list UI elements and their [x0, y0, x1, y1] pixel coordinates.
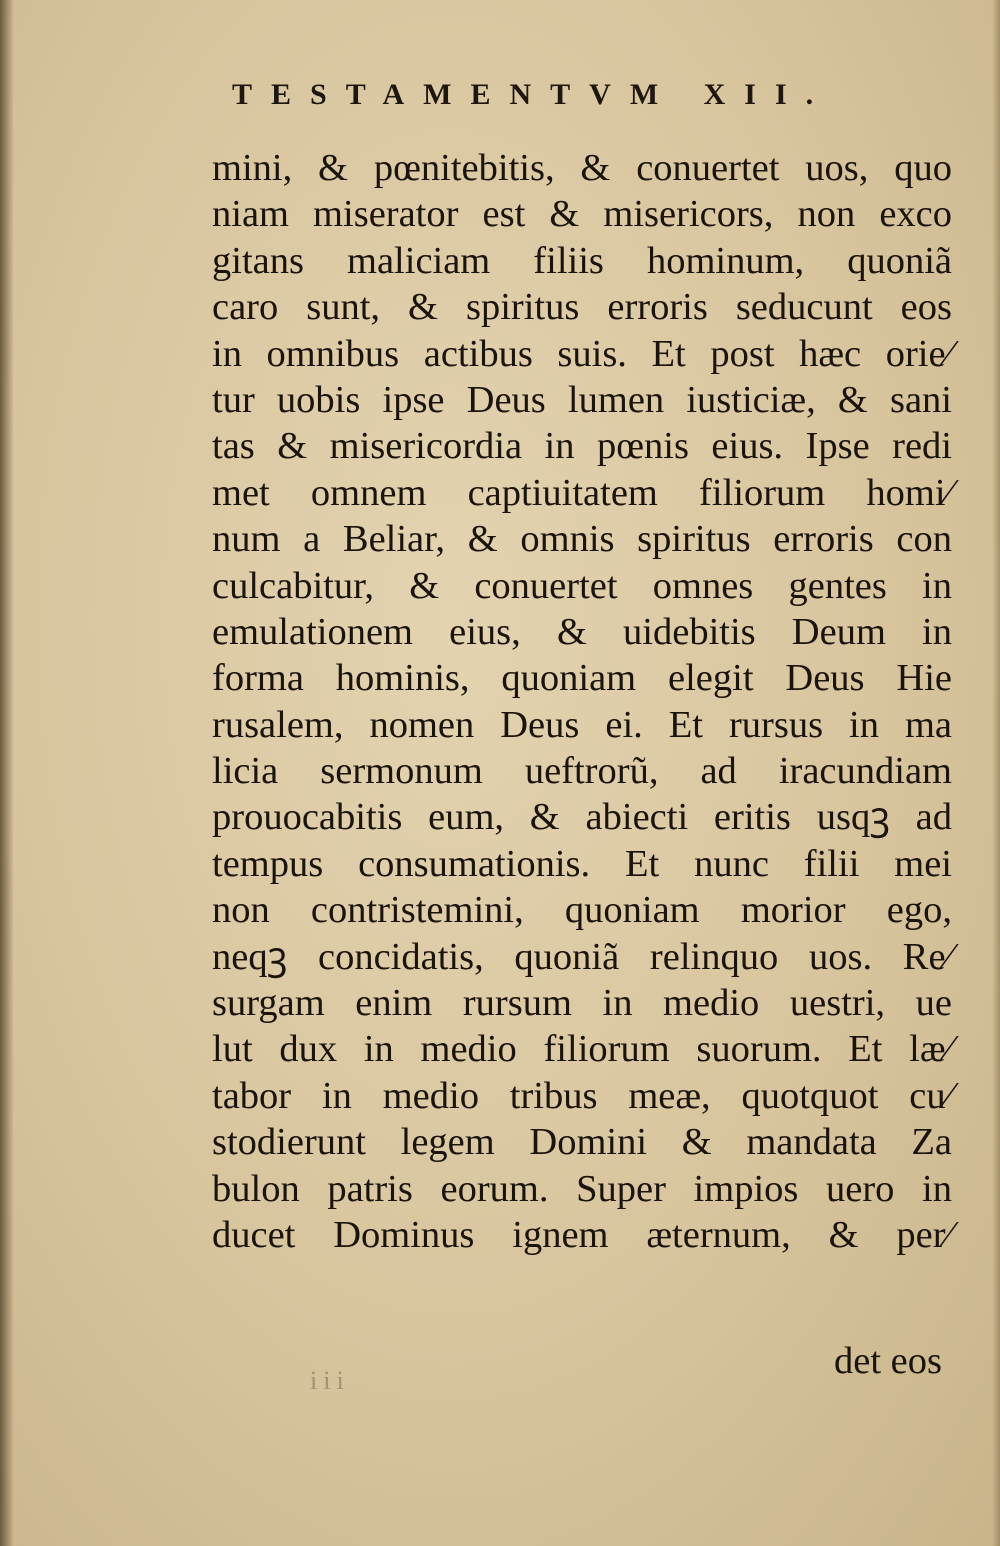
- binding-shadow: [0, 0, 14, 1546]
- text-line: stodierunt legem Domini & mandata Za: [212, 1121, 952, 1164]
- text-line: emulationem eius, & uidebitis Deum in: [212, 610, 952, 653]
- text-line: ducet Dominus ignem æternum, & per⁄: [212, 1213, 952, 1256]
- text-line: mini, & pœnitebitis, & conuertet uos, quo: [212, 147, 952, 189]
- catchword: det eos: [834, 1340, 942, 1382]
- text-line: rusalem, nomen Deus ei. Et rursus in ma: [212, 703, 952, 746]
- text-line: forma hominis, quoniam elegit Deus Hie: [212, 657, 952, 700]
- text-line: non contristemini, quoniam morior ego,: [212, 889, 952, 932]
- text-line: in omnibus actibus suis. Et post hæc orie⁄: [212, 332, 952, 375]
- text-line: tabor in medio tribus meæ, quotquot cu⁄: [212, 1074, 952, 1117]
- page-edge: [992, 0, 1000, 1546]
- text-line: bulon patris eorum. Super impios uero in: [212, 1167, 952, 1210]
- text-line: num a Beliar, & omnis spiritus erroris con: [212, 518, 952, 561]
- page-body-text: [212, 145, 952, 1258]
- text-line: licia sermonum ueftrorũ, ad iracundiam: [212, 750, 952, 793]
- signature-mark: iii: [310, 1366, 350, 1395]
- text-line: tas & misericordia in pœnis eius. Ipse redi: [212, 425, 952, 468]
- text-line: caro sunt, & spiritus erroris seducunt eos: [212, 286, 952, 329]
- text-line: lut dux in medio filiorum suorum. Et læ⁄: [212, 1028, 952, 1071]
- running-header: TESTAMENTVM XII.: [232, 78, 833, 111]
- text-line: neqꝫ concidatis, quoniã relinquo uos. Re⁄: [212, 935, 952, 978]
- text-line: culcabitur, & conuertet omnes gentes in: [212, 564, 952, 607]
- text-line: gitans maliciam filiis hominum, quoniã: [212, 239, 952, 282]
- text-line: met omnem captiuitatem filiorum homi⁄: [212, 471, 952, 514]
- text-line: tempus consumationis. Et nunc filii mei: [212, 842, 952, 885]
- text-line: niam miserator est & misericors, non exco: [212, 193, 952, 236]
- text-line: prouocabitis eum, & abiecti eritis usqꝫ ad: [212, 796, 952, 839]
- text-line: surgam enim rursum in medio uestri, ue: [212, 982, 952, 1025]
- text-line: tur uobis ipse Deus lumen iusticiæ, & sani: [212, 378, 952, 421]
